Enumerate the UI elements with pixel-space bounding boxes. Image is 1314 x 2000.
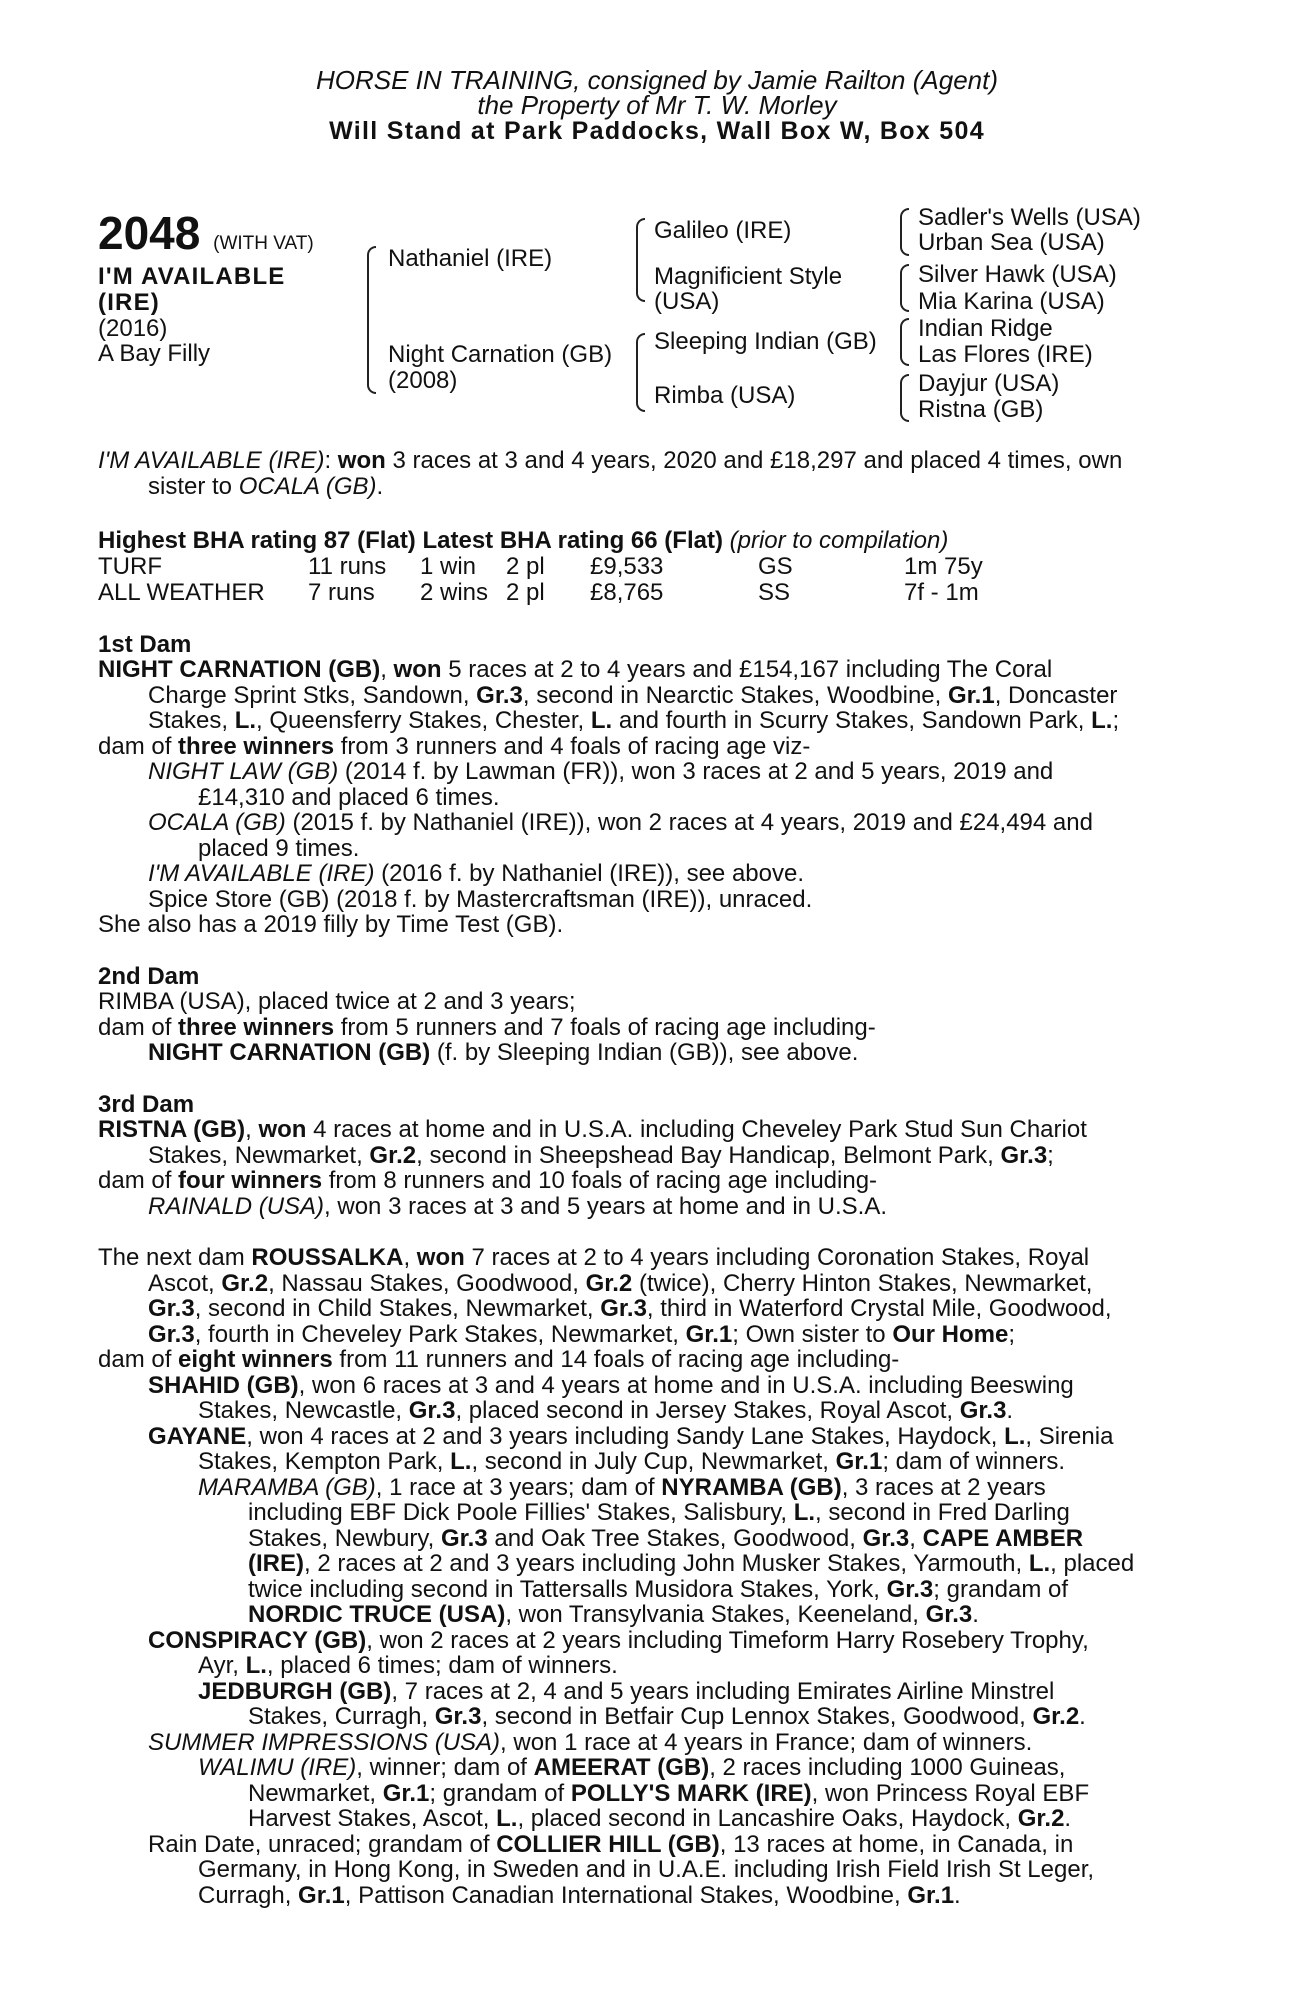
conspiracy-line-1: CONSPIRACY (GB), won 2 races at 2 years including Timeform Harry Rosebery Trophy, <box>148 1627 1089 1654</box>
ratings-row-allweather: ALL WEATHER 7 runs 2 wins 2 pl £8,765 SS 7f - 1m <box>98 579 979 606</box>
ped-dam: Night Carnation (GB) <box>388 341 613 368</box>
ped-sire-dam-country: (USA) <box>654 288 720 315</box>
third-dam-heading: 3rd Dam <box>98 1091 195 1118</box>
dam-brace <box>636 333 645 412</box>
maramba-line-1: MARAMBA (GB), 1 race at 3 years; dam of NYRAMBA (GB), 3 races at 2 years <box>198 1474 1046 1501</box>
ped-g3: Silver Hawk (USA) <box>918 261 1117 288</box>
horse-year: (2016) <box>98 315 168 342</box>
shahid-line-1: SHAHID (GB), won 6 races at 3 and 4 years at home and in U.S.A. including Beeswing <box>148 1372 1074 1399</box>
g-brace-4 <box>900 374 909 422</box>
pedigree-brace <box>367 246 376 394</box>
next-dam-line-1: The next dam ROUSSALKA, won 7 races at 2 to 4 years including Coronation Stakes, Royal <box>98 1244 1090 1271</box>
gayane-line-2: Stakes, Kempton Park, L., second in July Cup, Newmarket, Gr.1; dam of winners. <box>198 1448 1066 1475</box>
ped-sire: Nathaniel (IRE) <box>388 245 553 272</box>
offspring-2019-filly: She also has a 2019 filly by Time Test (GB). <box>98 911 564 938</box>
sire-brace <box>636 218 645 302</box>
g-brace-2 <box>900 264 909 312</box>
ped-dam-sire: Sleeping Indian (GB) <box>654 328 877 355</box>
summary-line-2: sister to OCALA (GB). <box>148 473 384 500</box>
gayane-line-1: GAYANE, won 4 races at 2 and 3 years including Sandy Lane Stakes, Haydock, L., Sirenia <box>148 1423 1114 1450</box>
maramba-line-2: including EBF Dick Poole Fillies' Stakes, Salisbury, L., second in Fred Darling <box>248 1499 1070 1526</box>
walimu-line-3: Harvest Stakes, Ascot, L., placed second in Lancashire Oaks, Haydock, Gr.2. <box>248 1805 1072 1832</box>
horse-country: (IRE) <box>98 289 160 316</box>
consignor-line: HORSE IN TRAINING, consigned by Jamie Railton (Agent) <box>315 65 999 95</box>
jedburgh-line-2: Stakes, Curragh, Gr.3, second in Betfair Cup Lennox Stakes, Goodwood, Gr.2. <box>248 1703 1086 1730</box>
horse-name: I'M AVAILABLE <box>98 263 286 290</box>
ped-g4: Mia Karina (USA) <box>918 288 1105 315</box>
walimu-line-1: WALIMU (IRE), winner; dam of AMEERAT (GB), 2 races including 1000 Guineas, <box>198 1754 1066 1781</box>
lot-number-block <box>98 208 314 269</box>
next-dam-line-3: Gr.3, second in Child Stakes, Newmarket, Gr.3, third in Waterford Crystal Mile, Goodwood, <box>148 1295 1112 1322</box>
maramba-line-4: (IRE), 2 races at 2 and 3 years including John Musker Stakes, Yarmouth, L., placed <box>248 1550 1135 1577</box>
first-dam-line-2: Charge Sprint Stks, Sandown, Gr.3, second in Nearctic Stakes, Woodbine, Gr.1, Doncaster <box>148 682 1118 709</box>
horse-description: A Bay Filly <box>98 340 211 367</box>
ped-dam-year: (2008) <box>388 367 458 394</box>
walimu-line-2: Newmarket, Gr.1; grandam of POLLY'S MARK (IRE), won Princess Royal EBF <box>248 1780 1090 1807</box>
third-dam-line-1: RISTNA (GB), won 4 races at home and in U.S.A. including Cheveley Park Stud Sun Chariot <box>98 1116 1087 1143</box>
lot-number: 2048 <box>98 207 201 259</box>
ped-g5: Indian Ridge <box>918 315 1053 342</box>
jedburgh-line-1: JEDBURGH (GB), 7 races at 2, 4 and 5 years including Emirates Airline Minstrel <box>198 1678 1055 1705</box>
second-dam-line-2: dam of three winners from 5 runners and 7 foals of racing age including- <box>98 1014 876 1041</box>
third-dam-offspring: RAINALD (USA), won 3 races at 3 and 5 years at home and in U.S.A. <box>148 1193 888 1220</box>
maramba-line-3: Stakes, Newbury, Gr.3 and Oak Tree Stakes, Goodwood, Gr.3, CAPE AMBER <box>248 1525 1084 1552</box>
g-brace-1 <box>900 208 909 256</box>
next-dam-line-4: Gr.3, fourth in Cheveley Park Stakes, Newmarket, Gr.1; Own sister to Our Home; <box>148 1321 1016 1348</box>
next-dam-line-5: dam of eight winners from 11 runners and 14 foals of racing age including- <box>98 1346 900 1373</box>
bha-ratings: Highest BHA rating 87 (Flat) Latest BHA rating 66 (Flat) (prior to compilation) <box>98 527 949 554</box>
first-dam-line-3: Stakes, L., Queensferry Stakes, Chester, L. and fourth in Scurry Stakes, Sandown Park, L.; <box>148 707 1120 734</box>
offspring-night-law-2: £14,310 and placed 6 times. <box>198 784 500 811</box>
conspiracy-line-2: Ayr, L., placed 6 times; dam of winners. <box>198 1652 618 1679</box>
g-brace-3 <box>900 318 909 366</box>
first-dam-heading: 1st Dam <box>98 631 192 658</box>
second-dam-heading: 2nd Dam <box>98 963 200 990</box>
maramba-line-6: NORDIC TRUCE (USA), won Transylvania Stakes, Keeneland, Gr.3. <box>248 1601 979 1628</box>
third-dam-line-3: dam of four winners from 8 runners and 10 foals of racing age including- <box>98 1167 878 1194</box>
property-line: the Property of Mr T. W. Morley <box>477 90 837 120</box>
ped-sire-sire: Galileo (IRE) <box>654 217 792 244</box>
ped-g7: Dayjur (USA) <box>918 370 1060 397</box>
ped-g2: Urban Sea (USA) <box>918 229 1105 256</box>
shahid-line-2: Stakes, Newcastle, Gr.3, placed second in Jersey Stakes, Royal Ascot, Gr.3. <box>198 1397 1014 1424</box>
second-dam-offspring: NIGHT CARNATION (GB) (f. by Sleeping Indian (GB)), see above. <box>148 1039 859 1066</box>
offspring-ocala: OCALA (GB) (2015 f. by Nathaniel (IRE)), won 2 races at 4 years, 2019 and £24,494 and <box>148 809 1093 836</box>
summary-line-1: I'M AVAILABLE (IRE): won 3 races at 3 and 4 years, 2020 and £18,297 and placed 4 times, own <box>98 447 1123 474</box>
rain-date-line-1: Rain Date, unraced; grandam of COLLIER HILL (GB), 13 races at home, in Canada, in <box>148 1831 1074 1858</box>
next-dam-line-2: Ascot, Gr.2, Nassau Stakes, Goodwood, Gr.2 (twice), Cherry Hinton Stakes, Newmarket, <box>148 1270 1093 1297</box>
offspring-night-law: NIGHT LAW (GB) (2014 f. by Lawman (FR)), won 3 races at 2 and 5 years, 2019 and <box>148 758 1054 785</box>
ped-g8: Ristna (GB) <box>918 396 1044 423</box>
ratings-row-turf: TURF 11 runs 1 win 2 pl £9,533 GS 1m 75y <box>98 553 983 580</box>
rain-date-line-2: Germany, in Hong Kong, in Sweden and in U.A.E. including Irish Field Irish St Leger, <box>198 1856 1095 1883</box>
offspring-im-available: I'M AVAILABLE (IRE) (2016 f. by Nathaniel (IRE)), see above. <box>148 860 805 887</box>
first-dam-line-4: dam of three winners from 3 runners and 4 foals of racing age viz- <box>98 733 811 760</box>
first-dam-line-1: NIGHT CARNATION (GB), won 5 races at 2 to 4 years and £154,167 including The Coral <box>98 656 1053 683</box>
ped-dam-dam: Rimba (USA) <box>654 382 796 409</box>
rain-date-line-3: Curragh, Gr.1, Pattison Canadian International Stakes, Woodbine, Gr.1. <box>198 1882 961 1909</box>
ped-g6: Las Flores (IRE) <box>918 341 1093 368</box>
vat-note: (WITH VAT) <box>213 233 314 254</box>
ped-g1: Sadler's Wells (USA) <box>918 204 1141 231</box>
offspring-ocala-2: placed 9 times. <box>198 835 360 862</box>
ped-sire-dam: Magnificient Style <box>654 263 843 290</box>
stabling-line: Will Stand at Park Paddocks, Wall Box W, Box 504 <box>329 117 985 145</box>
second-dam-line-1: RIMBA (USA), placed twice at 2 and 3 years; <box>98 988 576 1015</box>
maramba-line-5: twice including second in Tattersalls Musidora Stakes, York, Gr.3; grandam of <box>248 1576 1069 1603</box>
ratings-table <box>98 554 1198 606</box>
summer-impressions-line: SUMMER IMPRESSIONS (USA), won 1 race at 4 years in France; dam of winners. <box>148 1729 1033 1756</box>
offspring-spice-store: Spice Store (GB) (2018 f. by Mastercraftsman (IRE)), unraced. <box>148 886 813 913</box>
third-dam-line-2: Stakes, Newmarket, Gr.2, second in Sheepshead Bay Handicap, Belmont Park, Gr.3; <box>148 1142 1054 1169</box>
